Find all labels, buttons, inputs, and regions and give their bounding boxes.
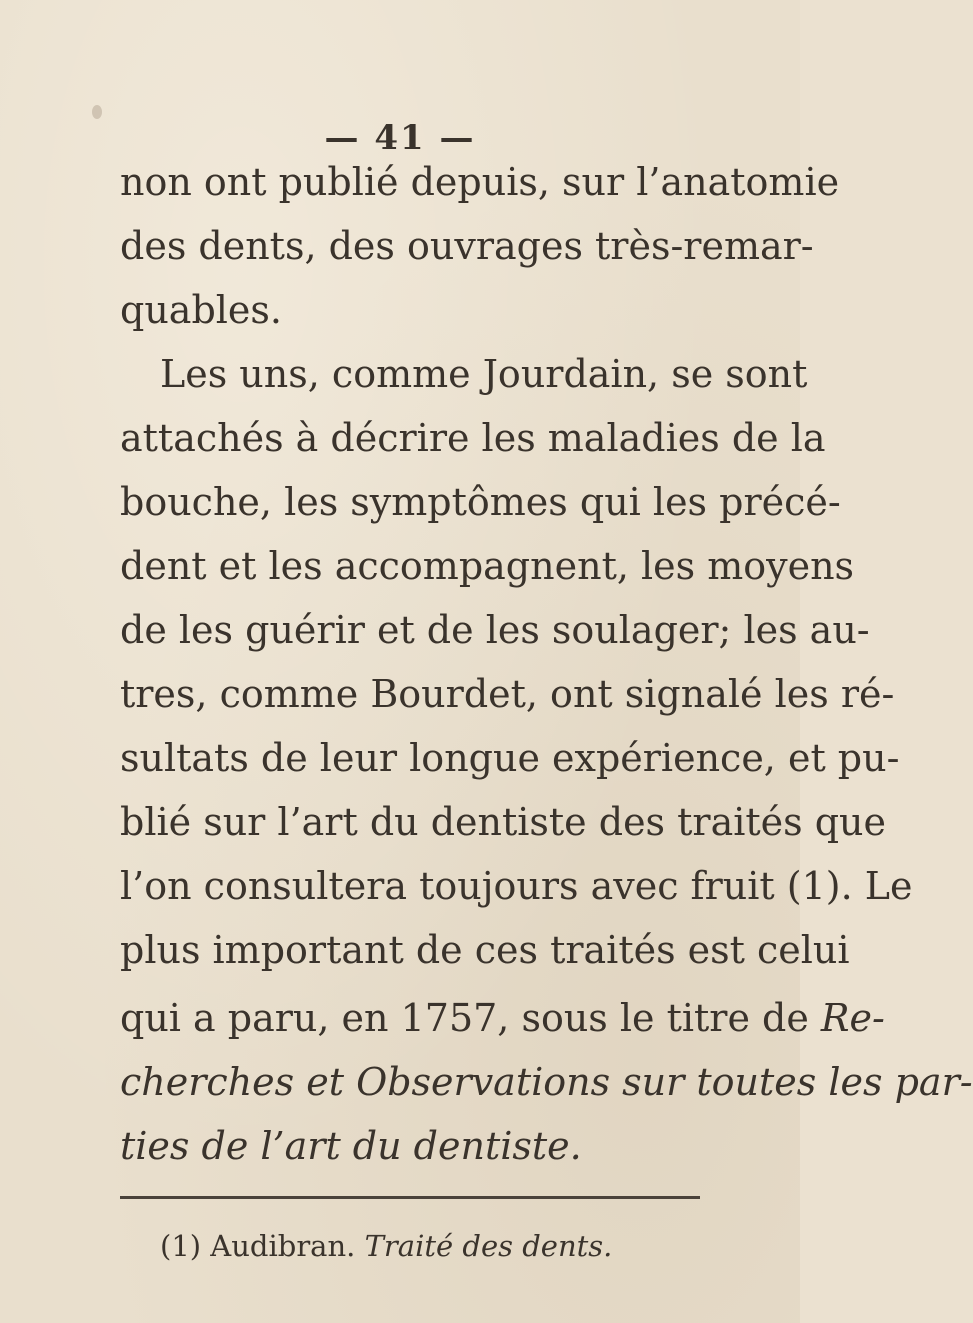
text-line-14-roman: qui a paru, en 1757, sous le titre de: [120, 996, 821, 1040]
text-line-12: l’on consultera toujours avec fruit (1). Le: [120, 864, 913, 908]
text-line-14-italic: Re-: [820, 996, 885, 1040]
paper-stain: [92, 105, 102, 119]
text-line-8: de les guérir et de les soulager; les au-: [120, 608, 870, 652]
text-line-7: dent et les accompagnent, les moyens: [120, 544, 855, 588]
footnote-divider: [120, 1196, 700, 1199]
footnote-title: Traité des dents.: [364, 1229, 613, 1263]
text-line-14: [120, 988, 885, 1048]
footnote: [160, 1226, 612, 1266]
text-line-16-italic: ties de l’art du dentiste.: [120, 1124, 582, 1168]
text-line-15-italic: cherches et Observations sur toutes les par-: [120, 1060, 973, 1104]
text-line-15: [120, 1052, 973, 1112]
text-line-4: Les uns, comme Jourdain, se sont: [160, 352, 808, 396]
text-line-6: bouche, les symptômes qui les précé-: [120, 480, 841, 524]
text-line-16: [120, 1116, 700, 1176]
text-line-2: des dents, des ouvrages très-remar-: [120, 224, 814, 268]
page-number-header: — 41 —: [324, 118, 476, 158]
text-line-11: blié sur l’art du dentiste des traités que: [120, 800, 887, 844]
text-line-1: non ont publié depuis, sur l’anatomie: [120, 160, 840, 204]
text-line-9: tres, comme Bourdet, ont signalé les ré-: [120, 672, 895, 716]
text-line-5: attachés à décrire les maladies de la: [120, 416, 826, 460]
text-line-3: quables.: [120, 288, 283, 332]
footnote-ref: (1) Audibran.: [160, 1229, 365, 1263]
text-line-10: sultats de leur longue expérience, et pu-: [120, 736, 900, 780]
text-line-13: plus important de ces traités est celui: [120, 928, 850, 972]
